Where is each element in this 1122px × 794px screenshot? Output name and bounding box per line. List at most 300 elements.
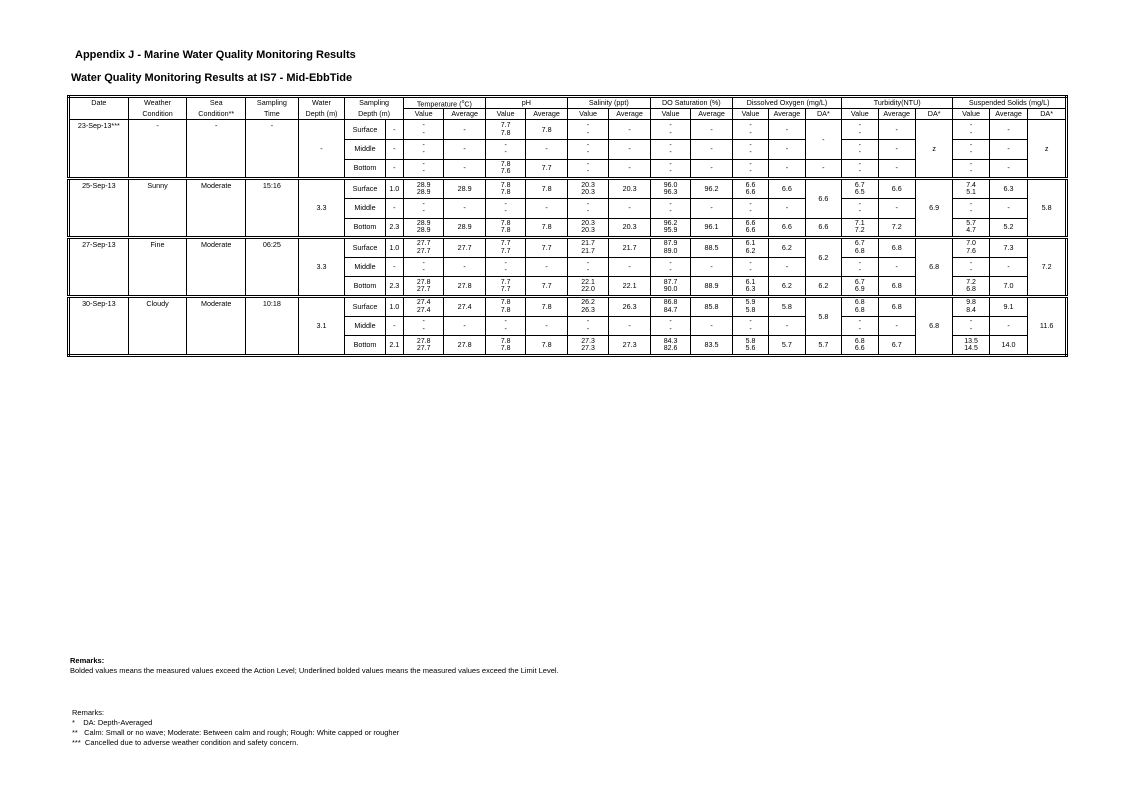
temperature-value	[403, 140, 443, 160]
dissolved-oxygen-value	[732, 120, 768, 140]
salinity-value	[567, 198, 608, 218]
sea-condition-cell: Moderate	[187, 238, 246, 297]
ph-average: -	[526, 198, 568, 218]
ph-value-reading-1: 7.8	[500, 160, 511, 168]
remarks-footnotes	[72, 708, 399, 748]
temperature-value-reading-1: 27.7	[416, 240, 431, 248]
header-do-saturation: DO Saturation (%)	[650, 97, 732, 109]
turbidity-value	[842, 336, 878, 356]
header-temperature: Temperature ($^o$C)	[403, 97, 485, 109]
table-row	[69, 238, 1067, 258]
do-saturation-value	[650, 179, 690, 199]
sampling-time-cell: -	[246, 120, 299, 179]
header-weather-2: Condition	[128, 109, 187, 120]
subheader-da: DA*	[915, 109, 952, 120]
salinity-value	[567, 297, 608, 317]
salinity-value	[567, 159, 608, 179]
dissolved-oxygen-da: 5.8	[805, 297, 841, 336]
turbidity-average: 6.7	[878, 336, 915, 356]
dissolved-oxygen-value	[732, 198, 768, 218]
turbidity-value-reading-1: 6.7	[854, 181, 865, 189]
salinity-average: -	[609, 257, 651, 277]
sampling-level-cell: Bottom	[345, 159, 385, 179]
suspended-solids-value	[953, 159, 989, 179]
suspended-solids-value-reading-2: -	[969, 208, 973, 216]
header-date: Date	[69, 97, 129, 109]
dissolved-oxygen-da-bottom: 5.7	[805, 336, 841, 356]
do-saturation-average: -	[691, 316, 732, 336]
dissolved-oxygen-value-reading-1: -	[749, 318, 752, 326]
ph-value-reading-2: 7.7	[500, 247, 511, 255]
dissolved-oxygen-value	[732, 257, 768, 277]
ph-value-reading-2: 7.8	[500, 129, 511, 137]
ph-average: 7.8	[526, 218, 568, 238]
suspended-solids-value	[953, 277, 989, 297]
do-saturation-value	[650, 316, 690, 336]
sampling-level-cell: Surface	[345, 120, 385, 140]
dissolved-oxygen-value	[732, 140, 768, 160]
do-saturation-average: -	[691, 120, 732, 140]
turbidity-value-reading-2: 7.2	[854, 227, 865, 235]
ph-value-reading-2: 7.8	[500, 227, 511, 235]
header-sampling-depth: Sampling	[345, 97, 404, 109]
do-saturation-value	[650, 336, 690, 356]
suspended-solids-da: z	[1028, 120, 1067, 179]
temperature-average: 28.9	[444, 218, 485, 238]
sampling-level-cell: Surface	[345, 179, 385, 199]
suspended-solids-value	[953, 179, 989, 199]
dissolved-oxygen-value-reading-1: 5.8	[745, 337, 756, 345]
date-cell: 23-Sep-13***	[69, 120, 129, 179]
temperature-value-reading-2: -	[422, 208, 425, 216]
subheader-value: Value	[732, 109, 768, 120]
dissolved-oxygen-value-reading-2: 6.6	[745, 189, 756, 197]
sampling-depth-cell: 1.0	[385, 238, 403, 258]
header-sampling-time-2: Time	[246, 109, 299, 120]
sampling-level-cell: Bottom	[345, 336, 385, 356]
turbidity-value	[842, 120, 878, 140]
suspended-solids-value-reading-2: 4.7	[966, 227, 976, 235]
footnote-heading: Remarks:	[72, 708, 105, 717]
temperature-value-reading-1: 27.8	[416, 278, 431, 286]
sampling-level-cell: Middle	[345, 198, 385, 218]
do-saturation-value-reading-2: 84.7	[663, 306, 678, 314]
temperature-value-reading-2: 27.4	[416, 306, 431, 314]
ph-average: 7.8	[526, 336, 568, 356]
weather-cell: Fine	[128, 238, 187, 297]
table-title: Water Quality Monitoring Results at IS7 - Mid-EbbTide	[71, 72, 353, 84]
turbidity-average: 6.8	[878, 297, 915, 317]
suspended-solids-value-reading-2: -	[969, 267, 973, 275]
dissolved-oxygen-value	[732, 218, 768, 238]
dissolved-oxygen-average: -	[769, 120, 805, 140]
sampling-time-cell: 15:16	[246, 179, 299, 238]
turbidity-value	[842, 198, 878, 218]
salinity-value	[567, 336, 608, 356]
turbidity-value-reading-2: 6.8	[854, 247, 865, 255]
subheader-average: Average	[769, 109, 805, 120]
suspended-solids-da: 11.6	[1028, 297, 1067, 356]
sampling-level-cell: Surface	[345, 238, 385, 258]
dissolved-oxygen-value	[732, 238, 768, 258]
temperature-average: -	[444, 257, 485, 277]
ph-value-reading-2: -	[504, 325, 507, 333]
ph-value-reading-1: 7.8	[500, 299, 511, 307]
dissolved-oxygen-average: -	[769, 257, 805, 277]
suspended-solids-value	[953, 218, 989, 238]
salinity-value-reading-1: 20.3	[581, 181, 595, 189]
suspended-solids-value	[953, 316, 989, 336]
do-saturation-value-reading-1: 87.7	[663, 278, 678, 286]
do-saturation-value	[650, 297, 690, 317]
turbidity-value-reading-2: -	[858, 267, 861, 275]
salinity-average: -	[609, 316, 651, 336]
do-saturation-value-reading-2: -	[669, 325, 672, 333]
dissolved-oxygen-value-reading-2: -	[749, 267, 752, 275]
turbidity-average: -	[878, 257, 915, 277]
subheader-value: Value	[485, 109, 525, 120]
ph-value-reading-2: 7.6	[500, 168, 511, 176]
turbidity-value-reading-2: 6.5	[854, 189, 865, 197]
dissolved-oxygen-da-bottom: 6.6	[805, 218, 841, 238]
temperature-value-reading-2: 27.7	[416, 286, 431, 294]
temperature-value-reading-2: 27.7	[416, 247, 431, 255]
salinity-value-reading-2: -	[586, 149, 590, 157]
water-depth-cell: 3.3	[298, 238, 345, 297]
ph-average: 7.7	[526, 238, 568, 258]
sampling-depth-cell: -	[385, 198, 403, 218]
weather-cell: -	[128, 120, 187, 179]
suspended-solids-value-reading-1: -	[969, 160, 973, 168]
dissolved-oxygen-average: 5.8	[769, 297, 805, 317]
dissolved-oxygen-value-reading-2: 6.3	[745, 286, 756, 294]
do-saturation-value-reading-2: -	[669, 129, 672, 137]
date-cell: 27-Sep-13	[69, 238, 129, 297]
dissolved-oxygen-value-reading-1: 6.6	[745, 181, 756, 189]
sampling-depth-cell: 2.1	[385, 336, 403, 356]
remarks-action-level	[70, 656, 559, 675]
turbidity-da: z	[915, 120, 952, 179]
turbidity-value-reading-1: -	[858, 259, 861, 267]
header-sampling-depth-2: Depth (m)	[345, 109, 404, 120]
dissolved-oxygen-value	[732, 159, 768, 179]
sampling-depth-cell: -	[385, 257, 403, 277]
do-saturation-value-reading-1: -	[669, 122, 672, 130]
temperature-value-reading-2: 28.9	[416, 189, 431, 197]
ph-average: 7.8	[526, 179, 568, 199]
temperature-value-reading-2: -	[422, 325, 425, 333]
water-quality-table	[67, 95, 1068, 357]
suspended-solids-value-reading-2: -	[969, 129, 973, 137]
subheader-average: Average	[526, 109, 568, 120]
ph-value-reading-1: 7.7	[500, 278, 511, 286]
salinity-value-reading-1: -	[586, 318, 590, 326]
do-saturation-value-reading-2: -	[669, 149, 672, 157]
salinity-average: 21.7	[609, 238, 651, 258]
sampling-time-cell: 06:25	[246, 238, 299, 297]
ph-value-reading-1: 7.7	[500, 240, 511, 248]
do-saturation-value-reading-2: 89.0	[663, 247, 678, 255]
dissolved-oxygen-value-reading-1: 6.6	[745, 219, 756, 227]
subheader-value: Value	[650, 109, 690, 120]
dissolved-oxygen-value-reading-2: -	[749, 149, 752, 157]
table-row	[69, 179, 1067, 199]
turbidity-average: -	[878, 316, 915, 336]
do-saturation-value-reading-1: -	[669, 259, 672, 267]
footnote-da: * DA: Depth-Averaged	[72, 718, 153, 727]
salinity-average: -	[609, 159, 651, 179]
suspended-solids-average: -	[989, 316, 1027, 336]
subheader-value: Value	[953, 109, 989, 120]
salinity-value-reading-2: -	[586, 267, 590, 275]
do-saturation-value-reading-1: -	[669, 141, 672, 149]
turbidity-average: -	[878, 198, 915, 218]
sampling-level-cell: Bottom	[345, 277, 385, 297]
ph-value	[485, 120, 525, 140]
subheader-average: Average	[609, 109, 651, 120]
turbidity-value	[842, 218, 878, 238]
do-saturation-average: -	[691, 257, 732, 277]
do-saturation-value-reading-1: -	[669, 160, 672, 168]
ph-value-reading-2: 7.8	[500, 306, 511, 314]
ph-value-reading-2: 7.8	[500, 189, 511, 197]
salinity-value-reading-2: -	[586, 325, 590, 333]
suspended-solids-value-reading-2: -	[969, 149, 973, 157]
salinity-value-reading-2: -	[586, 168, 590, 176]
suspended-solids-average: -	[989, 257, 1027, 277]
turbidity-value-reading-1: -	[858, 200, 861, 208]
turbidity-value	[842, 316, 878, 336]
temperature-value	[403, 297, 443, 317]
header-sea-2: Condition**	[187, 109, 246, 120]
turbidity-value-reading-2: -	[858, 325, 861, 333]
temperature-average: -	[444, 120, 485, 140]
temperature-value	[403, 198, 443, 218]
dissolved-oxygen-value-reading-2: 5.6	[745, 345, 756, 353]
temperature-value	[403, 277, 443, 297]
temperature-average: 27.8	[444, 277, 485, 297]
dissolved-oxygen-average: 6.6	[769, 179, 805, 199]
date-cell: 30-Sep-13	[69, 297, 129, 356]
suspended-solids-value-reading-1: 9.8	[966, 299, 976, 307]
do-saturation-average: 88.9	[691, 277, 732, 297]
salinity-average: 27.3	[609, 336, 651, 356]
do-saturation-value-reading-1: -	[669, 200, 672, 208]
dissolved-oxygen-average: 6.6	[769, 218, 805, 238]
turbidity-average: 6.8	[878, 238, 915, 258]
turbidity-value-reading-1: 6.7	[854, 278, 865, 286]
do-saturation-value	[650, 277, 690, 297]
sampling-level-cell: Middle	[345, 257, 385, 277]
table-row	[69, 297, 1067, 317]
suspended-solids-value-reading-1: -	[969, 200, 973, 208]
suspended-solids-value	[953, 238, 989, 258]
do-saturation-average: 96.1	[691, 218, 732, 238]
do-saturation-average: -	[691, 198, 732, 218]
temperature-value-reading-1: 27.4	[416, 299, 431, 307]
dissolved-oxygen-value	[732, 179, 768, 199]
salinity-value	[567, 218, 608, 238]
suspended-solids-value-reading-2: 7.6	[966, 247, 976, 255]
ph-value	[485, 159, 525, 179]
ph-value-reading-1: -	[504, 318, 507, 326]
sampling-level-cell: Surface	[345, 297, 385, 317]
do-saturation-value-reading-1: 86.8	[663, 299, 678, 307]
subheader-value: Value	[567, 109, 608, 120]
ph-average: 7.7	[526, 277, 568, 297]
salinity-value-reading-1: 27.3	[581, 337, 595, 345]
header-sea: Sea	[187, 97, 246, 109]
salinity-value-reading-2: 27.3	[581, 345, 595, 353]
temperature-average: -	[444, 316, 485, 336]
ph-value-reading-1: -	[504, 259, 507, 267]
ph-value-reading-1: -	[504, 200, 507, 208]
temperature-value-reading-1: 27.8	[416, 337, 431, 345]
suspended-solids-value-reading-2: 5.1	[966, 189, 976, 197]
salinity-value-reading-2: 26.3	[581, 306, 595, 314]
dissolved-oxygen-da-bottom: -	[805, 159, 841, 179]
temperature-value-reading-2: -	[422, 267, 425, 275]
do-saturation-value	[650, 257, 690, 277]
subheader-average: Average	[691, 109, 732, 120]
temperature-average: 27.8	[444, 336, 485, 356]
suspended-solids-value-reading-1: -	[969, 259, 973, 267]
dissolved-oxygen-value-reading-1: -	[749, 141, 752, 149]
salinity-value	[567, 179, 608, 199]
turbidity-value-reading-1: -	[858, 141, 861, 149]
suspended-solids-value-reading-1: 7.4	[966, 181, 976, 189]
ph-value-reading-1: -	[504, 141, 507, 149]
suspended-solids-average: 7.0	[989, 277, 1027, 297]
turbidity-value-reading-2: -	[858, 168, 861, 176]
suspended-solids-value-reading-1: -	[969, 141, 973, 149]
dissolved-oxygen-value-reading-1: -	[749, 259, 752, 267]
suspended-solids-value-reading-1: 13.5	[964, 337, 978, 345]
dissolved-oxygen-average: -	[769, 140, 805, 160]
ph-value	[485, 198, 525, 218]
turbidity-value-reading-2: -	[858, 149, 861, 157]
salinity-value	[567, 140, 608, 160]
subheader-da: DA*	[1028, 109, 1067, 120]
ph-value	[485, 336, 525, 356]
suspended-solids-value-reading-2: 6.8	[966, 286, 976, 294]
footnote-sea-condition: ** Calm: Small or no wave; Moderate: Between calm and rough; Rough: White capped or rougher	[72, 728, 400, 737]
dissolved-oxygen-value	[732, 297, 768, 317]
turbidity-da: 6.8	[915, 238, 952, 297]
temperature-value-reading-1: 28.9	[416, 219, 431, 227]
header-ph: pH	[485, 97, 567, 109]
suspended-solids-value-reading-1: 5.7	[966, 219, 976, 227]
suspended-solids-value	[953, 120, 989, 140]
turbidity-average: -	[878, 140, 915, 160]
salinity-value	[567, 120, 608, 140]
temperature-average: 28.9	[444, 179, 485, 199]
dissolved-oxygen-value	[732, 277, 768, 297]
header-dissolved-oxygen: Dissolved Oxygen (mg/L)	[732, 97, 841, 109]
sampling-level-cell: Middle	[345, 316, 385, 336]
do-saturation-value-reading-1: 96.0	[663, 181, 678, 189]
turbidity-da: 6.8	[915, 297, 952, 356]
turbidity-value-reading-1: -	[858, 122, 861, 130]
ph-value-reading-1: 7.8	[500, 219, 511, 227]
suspended-solids-da: 5.8	[1028, 179, 1067, 238]
salinity-value-reading-2: 22.0	[581, 286, 595, 294]
water-depth-cell: 3.1	[298, 297, 345, 356]
dissolved-oxygen-value	[732, 336, 768, 356]
turbidity-value-reading-2: 6.8	[854, 306, 865, 314]
temperature-value	[403, 159, 443, 179]
dissolved-oxygen-value-reading-1: -	[749, 200, 752, 208]
turbidity-value-reading-1: 7.1	[854, 219, 865, 227]
temperature-value-reading-1: -	[422, 200, 425, 208]
suspended-solids-average: -	[989, 140, 1027, 160]
turbidity-value	[842, 140, 878, 160]
temperature-value-reading-1: 28.9	[416, 181, 431, 189]
turbidity-average: -	[878, 120, 915, 140]
suspended-solids-value-reading-1: 7.2	[966, 278, 976, 286]
turbidity-value-reading-1: -	[858, 318, 861, 326]
water-depth-cell: 3.3	[298, 179, 345, 238]
remarks-heading: Remarks:	[70, 656, 105, 665]
do-saturation-value-reading-1: 87.9	[663, 240, 678, 248]
salinity-average: 20.3	[609, 179, 651, 199]
do-saturation-average: 83.5	[691, 336, 732, 356]
salinity-average: -	[609, 198, 651, 218]
turbidity-average: -	[878, 159, 915, 179]
ph-average: -	[526, 140, 568, 160]
dissolved-oxygen-da: -	[805, 120, 841, 159]
temperature-average: -	[444, 198, 485, 218]
ph-value-reading-2: -	[504, 149, 507, 157]
sampling-level-cell: Bottom	[345, 218, 385, 238]
salinity-value-reading-1: -	[586, 141, 590, 149]
suspended-solids-average: 14.0	[989, 336, 1027, 356]
do-saturation-value-reading-1: 96.2	[663, 219, 678, 227]
table-row	[69, 120, 1067, 140]
salinity-average: 22.1	[609, 277, 651, 297]
dissolved-oxygen-da: 6.6	[805, 179, 841, 218]
do-saturation-value-reading-1: -	[669, 318, 672, 326]
salinity-value-reading-1: 22.1	[581, 278, 595, 286]
ph-value-reading-2: -	[504, 267, 507, 275]
ph-value-reading-1: 7.8	[500, 337, 511, 345]
suspended-solids-value-reading-2: -	[969, 325, 973, 333]
turbidity-value-reading-2: -	[858, 208, 861, 216]
suspended-solids-value-reading-1: -	[969, 318, 973, 326]
suspended-solids-average: -	[989, 120, 1027, 140]
table-body	[69, 120, 1067, 356]
salinity-value-reading-1: -	[586, 259, 590, 267]
header-water-depth-2: Depth (m)	[298, 109, 345, 120]
temperature-value-reading-1: -	[422, 160, 425, 168]
suspended-solids-average: 5.2	[989, 218, 1027, 238]
dissolved-oxygen-value-reading-1: -	[749, 122, 752, 130]
ph-value	[485, 179, 525, 199]
temperature-value	[403, 120, 443, 140]
turbidity-da: 6.9	[915, 179, 952, 238]
dissolved-oxygen-average: -	[769, 198, 805, 218]
sampling-depth-cell: 1.0	[385, 179, 403, 199]
salinity-value-reading-1: 21.7	[581, 240, 595, 248]
temperature-average: 27.7	[444, 238, 485, 258]
ph-average: 7.8	[526, 120, 568, 140]
temperature-average: -	[444, 140, 485, 160]
dissolved-oxygen-value-reading-1: 6.1	[745, 240, 756, 248]
suspended-solids-average: 9.1	[989, 297, 1027, 317]
do-saturation-value-reading-2: 96.3	[663, 189, 678, 197]
salinity-value-reading-1: -	[586, 122, 590, 130]
do-saturation-value-reading-2: 90.0	[663, 286, 678, 294]
